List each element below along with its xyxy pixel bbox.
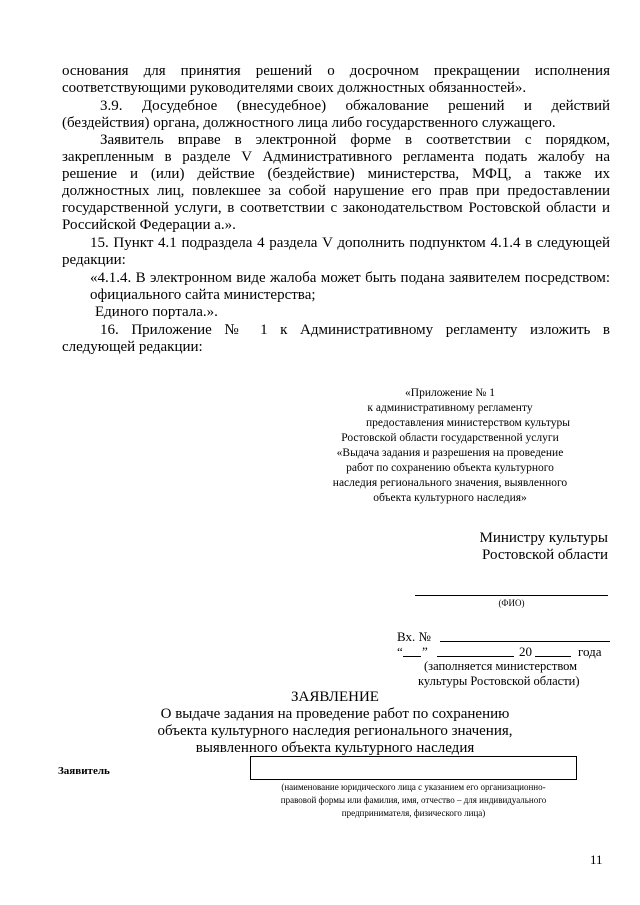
paragraph-line: редакции:: [62, 252, 126, 268]
appendix-line: наследия регионального значения, выявленного: [332, 477, 568, 489]
addressee-line: Министру культуры: [479, 530, 608, 546]
appendix-line: к административному регламенту: [367, 402, 533, 414]
paragraph-line: 16. Приложение № 1 к Административному регламенту изложить в: [100, 322, 610, 338]
paragraph-line: официального сайта министерства;: [90, 287, 316, 303]
incoming-number-underline: [440, 641, 610, 642]
statement-title: ЗАЯВЛЕНИЕ: [291, 689, 379, 705]
paragraph-line: 15. Пункт 4.1 подраздела 4 раздела V дополнить подпунктом 4.1.4 в следующей: [90, 235, 610, 251]
date-year-suffix: года: [578, 644, 602, 659]
paragraph-line: решение и (или) действие (бездействие) министерства, МФЦ, а также их: [62, 166, 610, 182]
applicant-caption: (наименование юридического лица с указанием его организационно-: [281, 782, 546, 792]
date-month-underline: [437, 656, 514, 657]
paragraph-line: соответствующими руководителями своих должностных обязанностей».: [62, 80, 527, 96]
date-open-quote: “: [397, 644, 403, 659]
paragraph-line: Российской Федерации а.».: [62, 217, 236, 233]
incoming-number-label: Вх. №: [397, 629, 431, 644]
paragraph-line: закрепленным в разделе V Административного регламента подать жалобу на: [62, 149, 610, 165]
statement-subtitle: выявленного объекта культурного наследия: [195, 740, 475, 756]
page-number: 11: [590, 852, 603, 867]
paragraph-line: следующей редакции:: [62, 339, 203, 355]
appendix-line: предоставления министерством культуры: [366, 417, 570, 429]
paragraph-line: 3.9. Досудебное (внесудебное) обжалование решений и действий: [100, 98, 610, 114]
applicant-caption: правовой формы или фамилия, имя, отчество – для индивидуального: [280, 795, 547, 805]
date-close-quote: ”: [422, 644, 428, 659]
appendix-line: «Выдача задания и разрешения на проведение: [336, 447, 564, 459]
paragraph-line: «4.1.4. В электронном виде жалоба может быть подана заявителем посредством:: [90, 270, 610, 286]
appendix-line: «Приложение № 1: [405, 387, 495, 399]
date-year-underline: [535, 656, 571, 657]
registration-note: культуры Ростовской области): [418, 674, 580, 688]
fio-caption: (ФИО): [498, 598, 525, 608]
applicant-caption: предпринимателя, физического лица): [341, 808, 486, 818]
paragraph-line: (бездействия) органа, должностного лица либо государственного служащего.: [62, 115, 556, 131]
paragraph-line: Заявитель вправе в электронной форме в соответствии с порядком,: [100, 132, 610, 148]
registration-note: (заполняется министерством: [424, 659, 578, 673]
applicant-field[interactable]: [250, 756, 577, 780]
paragraph-line: государственной услуги, в соответствии с законодательством Ростовской области и: [62, 200, 610, 216]
paragraph-line: Единого портала.».: [95, 304, 218, 320]
paragraph-line: основания для принятия решений о досрочном прекращении исполнения: [62, 63, 610, 79]
appendix-line: объекта культурного наследия»: [373, 492, 527, 504]
date-year-prefix: 20: [519, 644, 532, 659]
statement-subtitle: объекта культурного наследия регионального значения,: [157, 723, 513, 739]
appendix-line: Ростовской области государственной услуги: [341, 432, 559, 444]
addressee-line: Ростовской области: [482, 547, 608, 563]
paragraph-line: должностных лиц, повлекшее за собой нарушение его прав при предоставлении: [62, 183, 610, 199]
appendix-line: работ по сохранению объекта культурного: [346, 462, 554, 474]
applicant-label: Заявитель: [58, 765, 110, 777]
fio-underline: [415, 595, 608, 596]
date-day-underline: [403, 656, 421, 657]
statement-subtitle: О выдаче задания на проведение работ по сохранению: [160, 706, 510, 722]
